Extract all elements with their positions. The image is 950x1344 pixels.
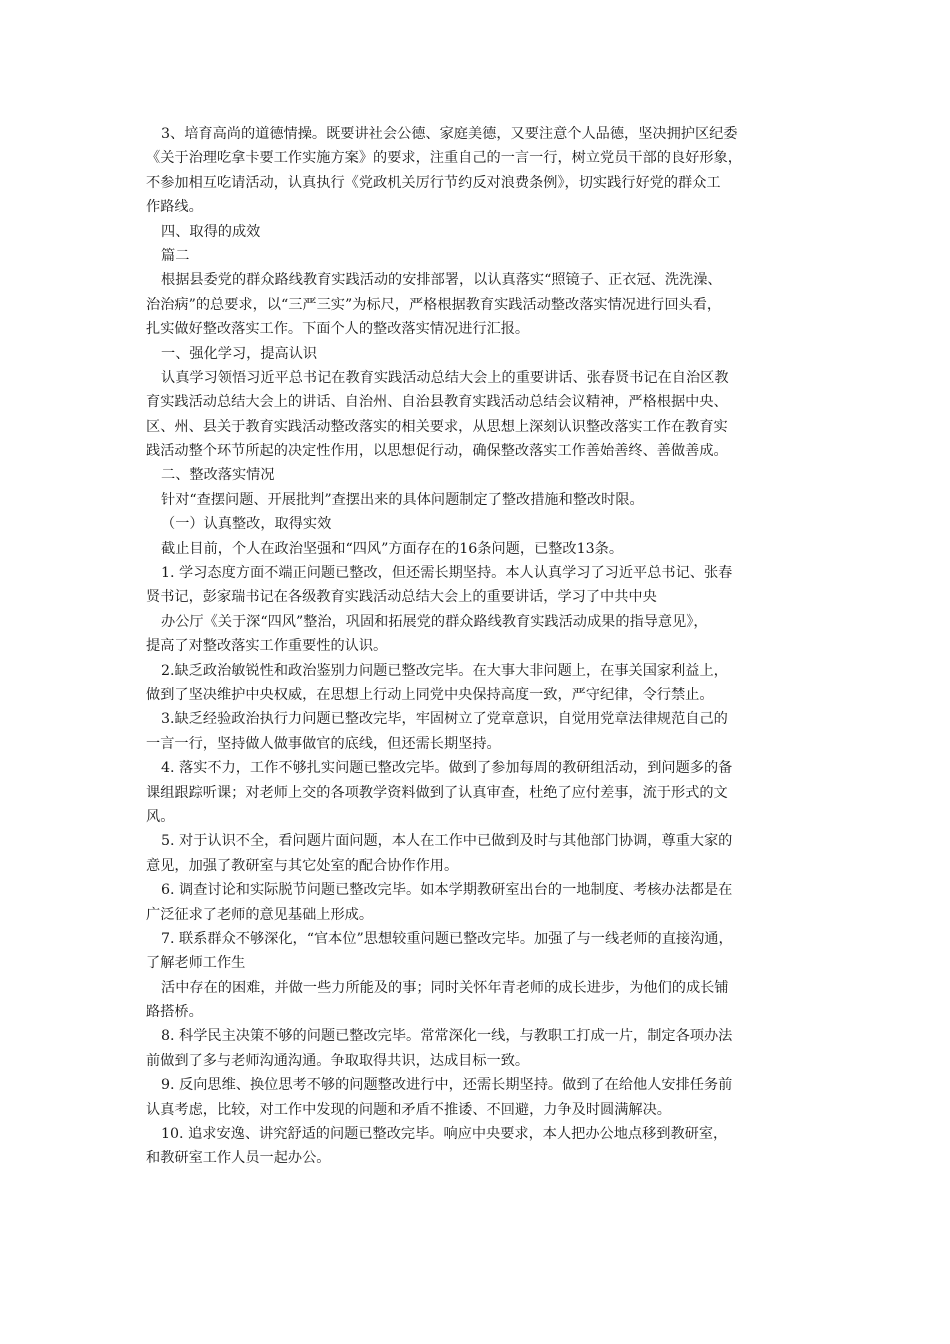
text-line: 四、取得的成效 bbox=[161, 223, 261, 240]
text-line: （一）认真整改，取得实效 bbox=[161, 516, 332, 533]
text-line: 2.缺乏政治敏锐性和政治鉴别力问题已整改完毕。在大事大非问题上，在事关国家利益上， bbox=[161, 662, 728, 679]
text-line: 区、州、县关于教育实践活动整改落实的相关要求，从思想上深刻认识整改落实工作在教育实 bbox=[146, 418, 728, 435]
text-line: 根据县委党的群众路线教育实践活动的安排部署，以认真落实“照镜子、正衣冠、洗洗澡、 bbox=[161, 272, 722, 289]
text-line: 不参加相互吃请活动，认真执行《党政机关厉行节约反对浪费条例》，切实践行好党的群众工 bbox=[146, 174, 721, 191]
text-line: 风。 bbox=[146, 808, 175, 825]
text-line: 扎实做好整改落实工作。下面个人的整改落实情况进行汇报。 bbox=[146, 321, 530, 338]
text-line: 前做到了多与老师沟通沟通。争取取得共识，达成目标一致。 bbox=[146, 1052, 530, 1069]
text-line: 治治病”的总要求，以“三严三实”为标尺，严格根据教育实践活动整改落实情况进行回头看， bbox=[146, 296, 722, 313]
text-line: 路搭桥。 bbox=[146, 1004, 203, 1021]
text-line: 践活动整个环节所起的决定性作用，以思想促行动，确保整改落实工作善始善终、善做善成。 bbox=[146, 443, 728, 460]
text-line: 3、培育高尚的道德情操。既要讲社会公德、家庭美德，又要注意个人品德，坚决拥护区纪委 bbox=[161, 126, 738, 142]
document-body bbox=[146, 122, 814, 1171]
text-line: 意见，加强了教研室与其它处室的配合协作作用。 bbox=[146, 857, 459, 874]
text-line: 1. 学习态度方面不端正问题已整改，但还需长期坚持。本人认真学习了习近平总书记、张春 bbox=[161, 565, 733, 582]
text-line: 篇二 bbox=[161, 247, 190, 264]
text-line: 3.缺乏经验政治执行力问题已整改完毕，牢固树立了党章意识，自觉用党章法律规范自己的 bbox=[161, 711, 728, 728]
text-line: 了解老师工作生 bbox=[146, 955, 246, 972]
text-line: 贤书记，彭家瑞书记在各级教育实践活动总结大会上的重要讲话，学习了中共中央 bbox=[146, 589, 657, 606]
text-line: 9. 反向思维、换位思考不够的问题整改进行中，还需长期坚持。做到了在给他人安排任务前 bbox=[161, 1077, 733, 1094]
text-line: 广泛征求了老师的意见基础上形成。 bbox=[146, 906, 374, 923]
text-line: 办公厅《关于深“四风”整治，巩固和拓展党的群众路线教育实践活动成果的指导意见》， bbox=[161, 613, 708, 630]
text-line: 活中存在的困难，并做一些力所能及的事；同时关怀年青老师的成长进步，为他们的成长铺 bbox=[161, 979, 729, 996]
text-line: 一言一行，坚持做人做事做官的底线，但还需长期坚持。 bbox=[146, 735, 501, 752]
text-line: 认真学习领悟习近平总书记在教育实践活动总结大会上的重要讲话、张春贤书记在自治区教 bbox=[161, 369, 729, 386]
text-line: 5. 对于认识不全，看问题片面问题，本人在工作中已做到及时与其他部门协调，尊重大家的 bbox=[161, 833, 733, 850]
text-line: 6. 调查讨论和实际脱节问题已整改完毕。如本学期教研室出台的一地制度、考核办法都是在 bbox=[161, 882, 733, 899]
text-line: 4. 落实不力，工作不够扎实问题已整改完毕。做到了参加每周的教研组活动，到问题多的备 bbox=[161, 760, 733, 777]
text-line: 做到了坚决维护中央权威，在思想上行动上同党中央保持高度一致，严守纪律，令行禁止。 bbox=[146, 686, 714, 703]
text-line: 和教研室工作人员一起办公。 bbox=[146, 1150, 331, 1167]
text-line: 10. 追求安逸、讲究舒适的问题已整改完毕。响应中央要求，本人把办公地点移到教研室， bbox=[161, 1126, 728, 1143]
text-line: 针对“查摆问题、开展批判”查摆出来的具体问题制定了整改措施和整改时限。 bbox=[161, 491, 644, 508]
text-line: 提高了对整改落实工作重要性的认识。 bbox=[146, 638, 388, 655]
text-line: 认真考虑，比较，对工作中发现的问题和矛盾不推诿、不回避，力争及时圆满解决。 bbox=[146, 1101, 671, 1118]
text-line: 一、强化学习，提高认识 bbox=[161, 345, 318, 362]
text-line: 课组跟踪听课；对老师上交的各项教学资料做到了认真审查，杜绝了应付差事，流于形式的文 bbox=[146, 784, 728, 801]
text-line: 《关于治理吃拿卡要工作实施方案》的要求，注重自己的一言一行，树立党员干部的良好形象， bbox=[146, 150, 742, 167]
text-line: 作路线。 bbox=[146, 199, 203, 216]
text-line: 截止目前，个人在政治坚强和“四风”方面存在的16条问题，已整改13条。 bbox=[161, 540, 624, 557]
text-line: 7. 联系群众不够深化，“官本位”思想较重问题已整改完毕。加强了与一线老师的直接沟通， bbox=[161, 930, 733, 947]
text-line: 8. 科学民主决策不够的问题已整改完毕。常常深化一线，与教职工打成一片，制定各项办法 bbox=[161, 1028, 733, 1045]
text-line: 二、整改落实情况 bbox=[161, 467, 275, 484]
text-line: 育实践活动总结大会上的讲话、自治州、自治县教育实践活动总结会议精神，严格根据中央、 bbox=[146, 394, 728, 411]
